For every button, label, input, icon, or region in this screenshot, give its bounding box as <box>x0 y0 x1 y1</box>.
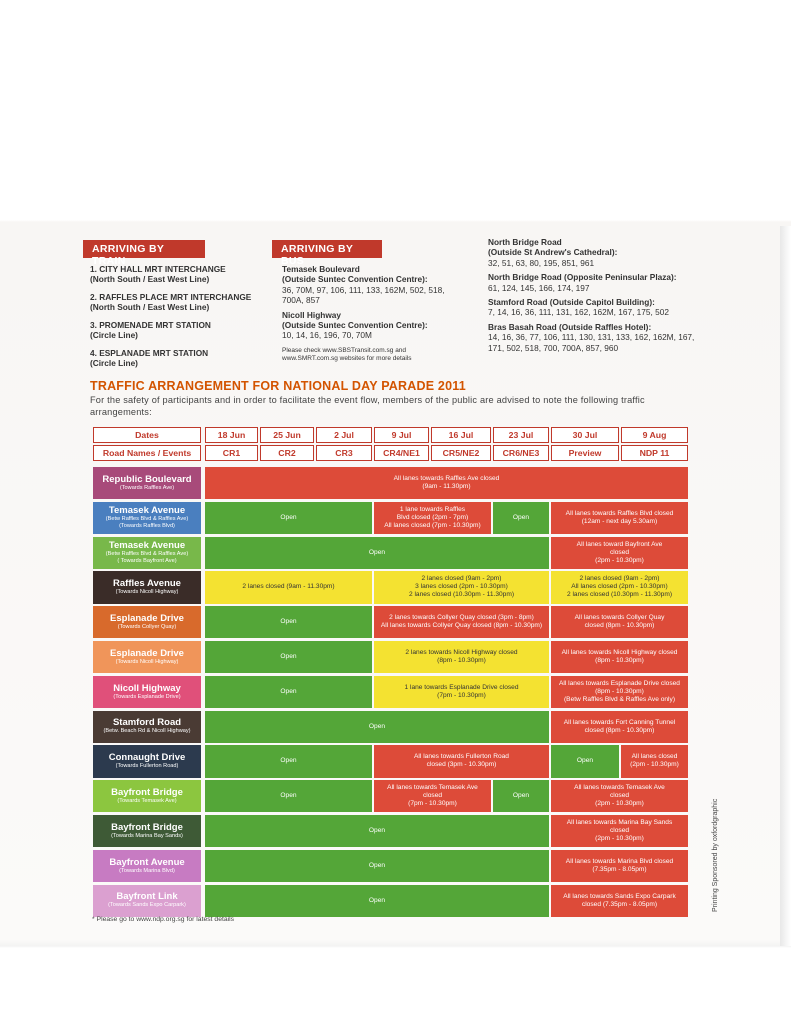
status-cell: Open <box>205 711 549 743</box>
status-cell: 2 lanes towards Nicoll Highway closed (8pm - 10.30pm) <box>374 641 549 673</box>
road-label <box>93 885 201 917</box>
road-label <box>93 606 201 638</box>
status-cell: All lanes towards Fort Canning Tunnel closed (8pm - 10.30pm) <box>551 711 688 743</box>
paper-fold <box>780 226 791 946</box>
train-item: 3. PROMENADE MRT STATION (Circle Line) <box>90 320 211 340</box>
bus-stop: North Bridge Road (Outside St Andrew's Cathedral): 32, 51, 63, 80, 195, 851, 961 <box>488 237 618 268</box>
status-cell: Open <box>205 850 549 882</box>
road-direction: (Betw Raffles Blvd & Raffles Ave) (Towards Raffles Blvd) <box>105 516 189 529</box>
date-header: 2 Jul <box>316 427 372 443</box>
road-direction: (Towards Raffles Ave) <box>119 484 175 491</box>
train-item: 1. CITY HALL MRT INTERCHANGE (North South / East West Line) <box>90 264 226 284</box>
road-name: Republic Boulevard <box>102 473 192 485</box>
date-header: 30 Jul <box>551 427 619 443</box>
road-label <box>93 780 201 812</box>
traffic-intro: For the safety of participants and in order to facilitate the event flow, members of the public are advised to note the following traffic arrangements: <box>90 395 645 417</box>
status-cell: Open <box>205 537 549 569</box>
status-cell: All lanes towards Marina Bay Sands closed (2pm - 10.30pm) <box>551 815 688 847</box>
date-header: 18 Jun <box>205 427 258 443</box>
event-header: CR4/NE1 <box>374 445 429 461</box>
status-cell: All lanes towards Raffles Blvd closed (12am - next day 5.30am) <box>551 502 688 534</box>
status-cell: Open <box>205 885 549 917</box>
status-cell: All lanes towards Raffles Ave closed (9am - 11.30pm) <box>205 467 688 499</box>
date-header: 9 Jul <box>374 427 429 443</box>
bus-stop: Nicoll Highway (Outside Suntec Convention Centre): 10, 14, 16, 196, 70, 70M <box>282 309 428 341</box>
event-header: CR3 <box>316 445 372 461</box>
status-cell: All lanes towards Temasek Ave closed (2pm - 10.30pm) <box>551 780 688 812</box>
status-cell: Open <box>205 641 372 673</box>
bus-note: Please check www.SBSTransit.com.sg and www.SMRT.com.sg websites for more details <box>282 346 412 362</box>
road-name: Temasek Avenue <box>108 505 186 517</box>
status-cell: 1 lane towards Esplanade Drive closed (7pm - 10.30pm) <box>374 676 549 708</box>
road-name: Temasek Avenue <box>108 540 186 552</box>
road-direction: (Betw Raffles Blvd & Raffles Ave) ( Towards Bayfront Ave) <box>105 551 189 564</box>
road-label <box>93 537 201 569</box>
status-cell: Open <box>205 502 372 534</box>
road-direction: (Towards Marina Bay Sands) <box>111 832 183 839</box>
road-label <box>93 815 201 847</box>
event-header: CR5/NE2 <box>431 445 491 461</box>
event-header: CR1 <box>205 445 258 461</box>
date-header: 25 Jun <box>260 427 314 443</box>
event-header: Preview <box>551 445 619 461</box>
road-direction: (Towards Nicoll Highway) <box>115 589 179 596</box>
date-header: 23 Jul <box>493 427 549 443</box>
event-header: CR6/NE3 <box>493 445 549 461</box>
road-direction: (Betw. Beach Rd & Nicoll Highway) <box>103 728 191 735</box>
status-cell: All lanes towards Temasek Ave closed (7pm - 10.30pm) <box>374 780 491 812</box>
road-direction: (Towards Nicoll Highway) <box>115 658 179 665</box>
event-header: CR2 <box>260 445 314 461</box>
train-item: 2. RAFFLES PLACE MRT INTERCHANGE (North South / East West Line) <box>90 292 252 312</box>
bus-stop: North Bridge Road (Opposite Peninsular Plaza): 61, 124, 145, 166, 174, 197 <box>488 272 677 293</box>
road-name: Bayfront Bridge <box>111 787 183 799</box>
events-label: Road Names / Events <box>93 445 201 461</box>
road-label <box>93 571 201 603</box>
road-name: Esplanade Drive <box>110 613 184 625</box>
bus-stop: Bras Basah Road (Outside Raffles Hotel): 14, 16, 36, 77, 106, 111, 130, 131, 133, 162, 162M, 167, 171, 502, 518, 700, 700A, 857, 960 <box>488 321 695 353</box>
traffic-title: TRAFFIC ARRANGEMENT FOR NATIONAL DAY PARADE 2011 <box>90 379 466 393</box>
dates-label: Dates <box>93 427 201 443</box>
status-cell: All lanes towards Collyer Quay closed (8pm - 10.30pm) <box>551 606 688 638</box>
status-cell: 2 lanes closed (9am - 2pm) 3 lanes closed (2pm - 10.30pm) 2 lanes closed (10.30pm - 11.30pm) <box>374 571 549 603</box>
status-cell: All lanes towards Fullerton Road closed (3pm - 10.30pm) <box>374 745 549 777</box>
status-cell: Open <box>493 502 549 534</box>
status-cell: Open <box>205 780 372 812</box>
date-header: 16 Jul <box>431 427 491 443</box>
road-name: Bayfront Avenue <box>109 856 185 868</box>
date-header: 9 Aug <box>621 427 688 443</box>
train-header: ARRIVING BY TRAIN <box>83 240 205 258</box>
status-cell: 2 lanes towards Collyer Quay closed (3pm - 8pm) All lanes towards Collyer Quay closed (8pm - 10.30pm) <box>374 606 549 638</box>
status-cell: Open <box>205 606 372 638</box>
road-direction: (Towards Marina Blvd) <box>119 867 175 874</box>
road-name: Esplanade Drive <box>110 647 184 659</box>
status-cell: 2 lanes closed (9am - 11.30pm) <box>205 571 372 603</box>
status-cell: Open <box>551 745 619 777</box>
status-cell: 1 lane towards Raffles Blvd closed (2pm - 7pm) All lanes closed (7pm - 10.30pm) <box>374 502 491 534</box>
status-cell: All lanes closed (2pm - 10.30pm) <box>621 745 688 777</box>
bus-col-1 <box>282 264 462 363</box>
train-list <box>90 265 270 377</box>
road-name: Raffles Avenue <box>113 578 181 590</box>
bus-header: ARRIVING BY BUS <box>272 240 382 258</box>
road-label <box>93 502 201 534</box>
status-cell: All lanes towards Nicoll Highway closed (8pm - 10.30pm) <box>551 641 688 673</box>
bus-stop: Temasek Boulevard (Outside Suntec Convention Centre): 36, 70M, 97, 106, 111, 133, 162M, 502, 518, 700A, 857 <box>282 264 445 306</box>
road-direction: (Towards Sands Expo Carpark) <box>108 902 186 909</box>
status-cell: Open <box>205 676 372 708</box>
road-label <box>93 850 201 882</box>
status-cell: 2 lanes closed (9am - 2pm) All lanes closed (2pm - 10.30pm) 2 lanes closed (10.30pm - 11.30pm) <box>551 571 688 603</box>
footnote: * Please go to www.ndp.org.sg for latest details <box>92 916 235 923</box>
road-label <box>93 676 201 708</box>
road-direction: (Towards Fullerton Road) <box>115 763 179 770</box>
road-name: Bayfront Link <box>116 891 178 903</box>
sponsor-credit: Printing Sponsored by oxfordgraphic <box>712 798 719 912</box>
road-label <box>93 745 201 777</box>
road-label <box>93 467 201 499</box>
bus-col-2 <box>488 237 703 357</box>
event-header: NDP 11 <box>621 445 688 461</box>
road-direction: (Towards Esplanade Drive) <box>113 693 181 700</box>
road-name: Stamford Road <box>112 717 182 729</box>
status-cell: All lanes towards Esplanade Drive closed (8pm - 10.30pm) (Betw Raffles Blvd & Raffles Ave only) <box>551 676 688 708</box>
status-cell: All lanes towards Marina Blvd closed (7.35pm - 8.05pm) <box>551 850 688 882</box>
status-cell: Open <box>205 745 372 777</box>
status-cell: Open <box>493 780 549 812</box>
bus-stop: Stamford Road (Outside Capitol Building): 7, 14, 16, 36, 111, 131, 162, 162M, 167, 175, 502 <box>488 297 669 318</box>
status-cell: All lanes towards Sands Expo Carpark closed (7.35pm - 8.05pm) <box>551 885 688 917</box>
road-direction: (Towards Temasek Ave) <box>117 798 177 805</box>
road-label <box>93 641 201 673</box>
status-cell: Open <box>205 815 549 847</box>
road-direction: (Towards Collyer Quay) <box>117 624 177 631</box>
status-cell: All lanes toward Bayfront Ave closed (2pm - 10.30pm) <box>551 537 688 569</box>
road-name: Connaught Drive <box>108 752 186 764</box>
road-label <box>93 711 201 743</box>
road-name: Nicoll Highway <box>113 682 181 694</box>
road-name: Bayfront Bridge <box>111 821 183 833</box>
train-item: 4. ESPLANADE MRT STATION (Circle Line) <box>90 348 209 368</box>
